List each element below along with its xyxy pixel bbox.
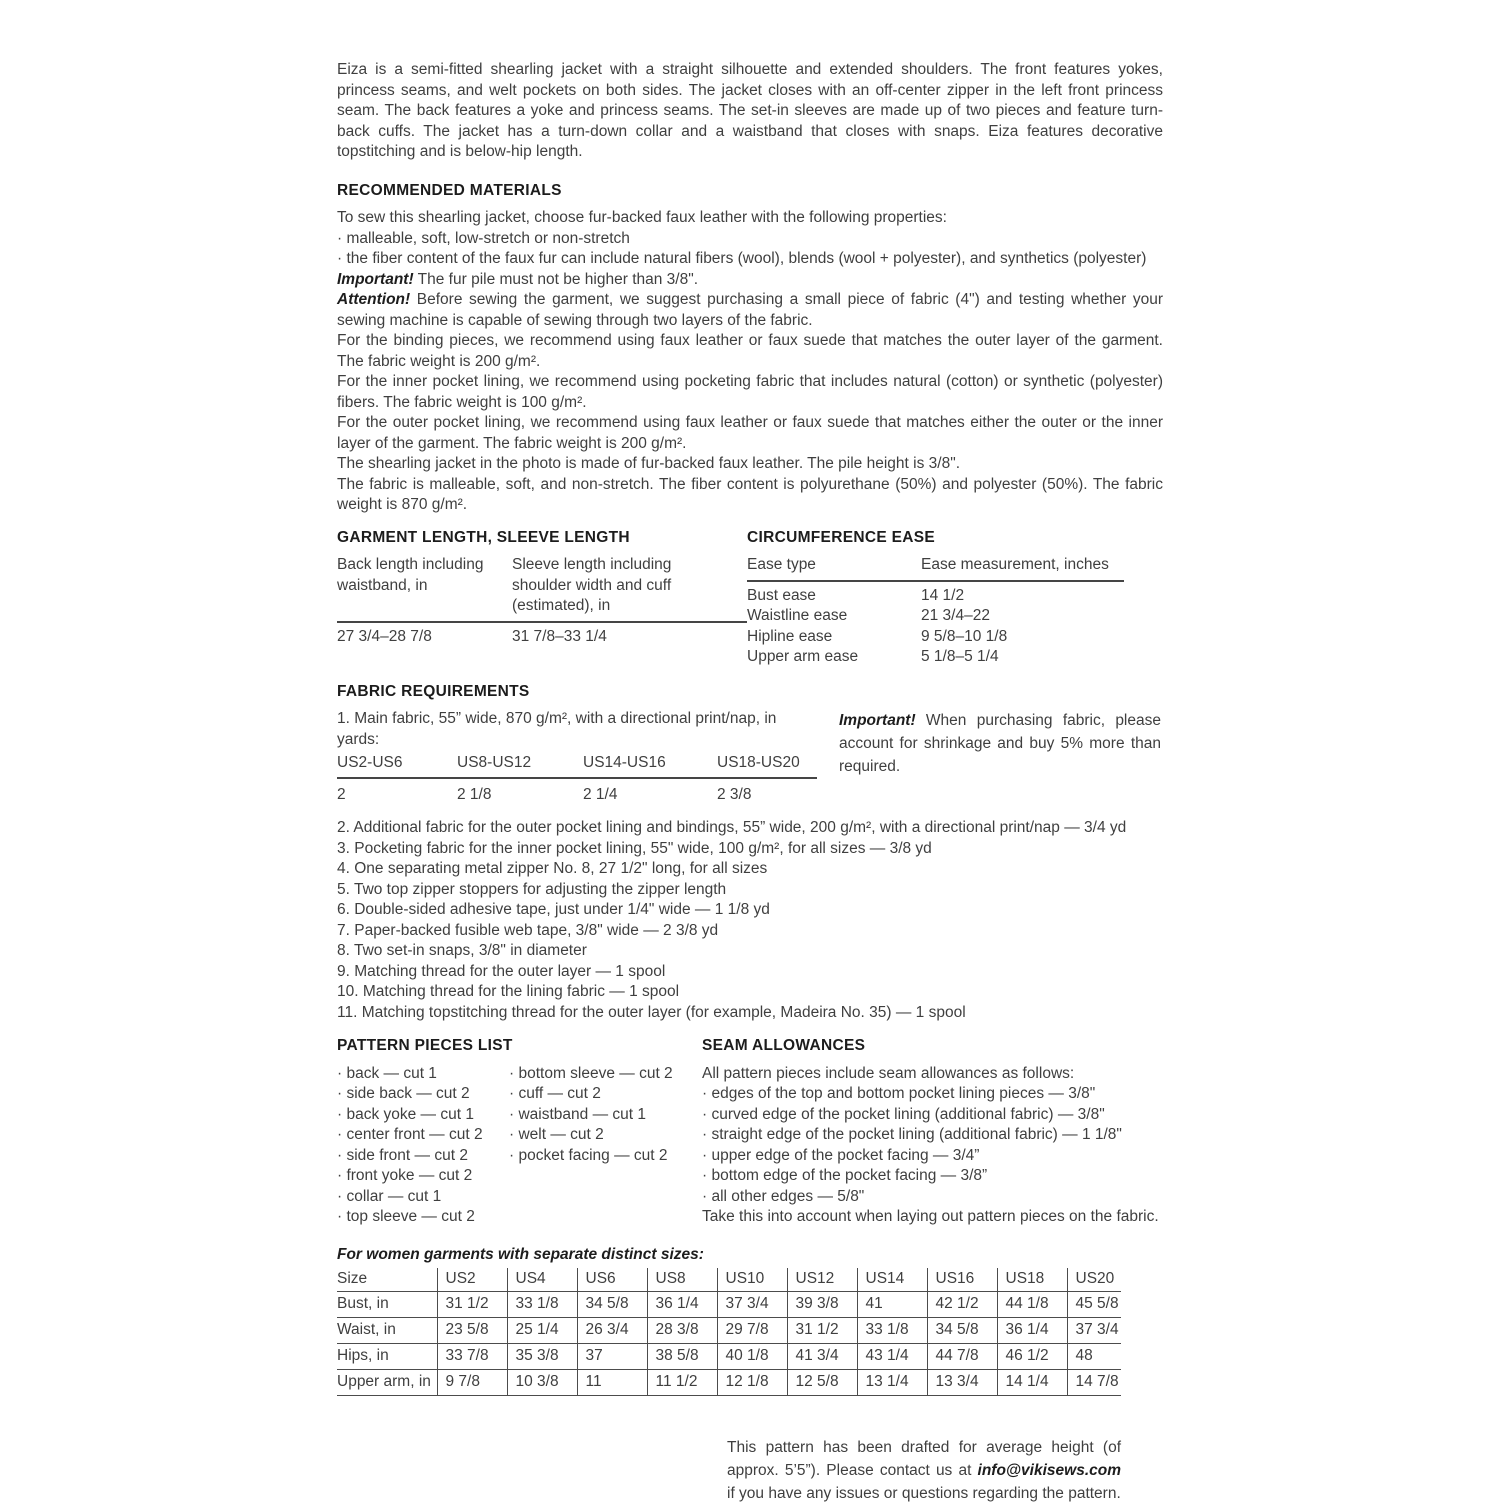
fabric-items-list <box>337 818 1163 1023</box>
size-header-cell: US2 <box>437 1268 507 1291</box>
fabric-size-range-header: US2-US6 <box>337 754 403 771</box>
size-value-cell: 41 <box>857 1291 927 1317</box>
size-value-cell: 34 5/8 <box>577 1291 647 1317</box>
pattern-pieces-columns <box>337 1064 702 1228</box>
size-value-cell: 14 1/4 <box>997 1369 1067 1395</box>
fabric-size-range-header: US14-US16 <box>583 754 666 771</box>
size-value-cell: 39 3/8 <box>787 1291 857 1317</box>
fabric-item: 4. One separating metal zipper No. 8, 27 1/2" long, for all sizes <box>337 860 768 877</box>
fabric-item: 9. Matching thread for the outer layer — 1 spool <box>337 962 666 980</box>
materials-paragraph: For the inner pocket lining, we recommend using pocketing fabric that includes natural (cotton) or synthetic (polyester) fibers. The fabric weight is 100 g/m². <box>337 373 1163 411</box>
size-value-cell: 45 5/8 <box>1067 1291 1121 1317</box>
ease-row-value: 21 3/4–22 <box>921 607 990 624</box>
seam-item: · edges of the top and bottom pocket lining pieces — 3/8" <box>702 1085 1096 1102</box>
size-value-cell: 37 <box>577 1343 647 1369</box>
pattern-pieces-col1 <box>337 1064 509 1228</box>
size-header-cell: US12 <box>787 1268 857 1291</box>
size-table-row <box>337 1317 1121 1343</box>
pattern-piece-item: · center front — cut 2 <box>337 1126 483 1143</box>
size-value-cell: 34 5/8 <box>927 1317 997 1343</box>
seam-outro: Take this into account when laying out pattern pieces on the fabric. <box>702 1208 1159 1225</box>
garment-length-table <box>337 528 747 668</box>
sizes-note: For women garments with separate distinct sizes: <box>337 1245 704 1263</box>
ease-heading: CIRCUMFERENCE EASE <box>747 528 935 546</box>
garment-length-value-row <box>337 623 747 648</box>
size-value-cell: 12 5/8 <box>787 1369 857 1395</box>
fabric-item: 10. Matching thread for the lining fabric — 1 spool <box>337 983 680 1000</box>
attention-label: Attention! <box>337 291 411 308</box>
column-header: Ease type <box>747 556 816 573</box>
pattern-piece-item: · cuff — cut 2 <box>509 1085 601 1102</box>
size-row-label: Bust, in <box>337 1291 437 1317</box>
intro-paragraph: Eiza is a semi-fitted shearling jacket with a straight silhouette and extended shoulders. The front features yokes, princess seams, and welt pockets on both sides. The jacket closes with an off-center zipper in the left front princess seam. The back features a yoke and princess seams. The set-in sleeves are made up of two pieces and feature turn-back cuffs. The jacket has a turn-down collar and a waistband that closes with snaps. Eiza features decorative topstitching and is below-hip length. <box>337 61 1163 160</box>
important-label: Important! <box>839 712 916 729</box>
fabric-table-header-row <box>337 753 817 779</box>
size-value-cell: 33 1/8 <box>857 1317 927 1343</box>
size-value-cell: 28 3/8 <box>647 1317 717 1343</box>
fabric-item: 8. Two set-in snaps, 3/8" in diameter <box>337 942 587 959</box>
materials-bullet-item: · malleable, soft, low-stretch or non-stretch <box>337 229 630 247</box>
size-value-cell: 38 5/8 <box>647 1343 717 1369</box>
attention-note-line <box>337 290 1163 331</box>
size-value-cell: 35 3/8 <box>507 1343 577 1369</box>
size-header-cell: US4 <box>507 1268 577 1291</box>
fabric-item-1: 1. Main fabric, 55” wide, 870 g/m², with a directional print/nap, in yards: <box>337 710 777 748</box>
value-cell: 27 3/4–28 7/8 <box>337 627 432 645</box>
size-value-cell: 11 1/2 <box>647 1369 717 1395</box>
pattern-piece-item: · collar — cut 1 <box>337 1187 442 1205</box>
seam-intro: All pattern pieces include seam allowances as follows: <box>702 1064 1075 1082</box>
circumference-ease-table <box>747 528 1124 668</box>
pattern-piece-item: · welt — cut 2 <box>509 1126 604 1143</box>
materials-paragraph: For the outer pocket lining, we recommend using faux leather or faux suede that matches either the outer or the inner layer of the garment. The fabric weight is 200 g/m². <box>337 414 1163 452</box>
ease-row-label: Upper arm ease <box>747 648 859 665</box>
fabric-size-range-header: US8-US12 <box>457 754 532 771</box>
size-table-header-row <box>337 1268 1121 1291</box>
size-value-cell: 41 3/4 <box>787 1343 857 1369</box>
size-header-cell: US20 <box>1067 1268 1121 1291</box>
fabric-item: 6. Double-sided adhesive tape, just under 1/4" wide — 1 1/8 yd <box>337 901 770 918</box>
size-table-row <box>337 1291 1121 1317</box>
size-value-cell: 46 1/2 <box>997 1343 1067 1369</box>
fabric-heading: FABRIC REQUIREMENTS <box>337 682 530 700</box>
materials-paragraph: The fabric is malleable, soft, and non-stretch. The fiber content is polyurethane (50%) and polyester (50%). The fabric weight is 870 g/m². <box>337 475 1163 513</box>
seam-allowances-heading: SEAM ALLOWANCES <box>702 1037 866 1054</box>
materials-intro-line: To sew this shearling jacket, choose fur-backed faux leather with the following properties: <box>337 209 947 226</box>
fabric-yardage-value: 2 1/4 <box>583 785 618 803</box>
fabric-yardage-value: 2 1/8 <box>457 785 492 803</box>
size-value-cell: 43 1/4 <box>857 1343 927 1369</box>
size-value-cell: 23 5/8 <box>437 1317 507 1343</box>
fabric-item: 2. Additional fabric for the outer pocket lining and bindings, 55” wide, 200 g/m², with a directional print/nap — 3/4 yd <box>337 819 1127 836</box>
pattern-piece-item: · back — cut 1 <box>337 1064 437 1082</box>
size-value-cell: 25 1/4 <box>507 1317 577 1343</box>
materials-heading: RECOMMENDED MATERIALS <box>337 181 562 199</box>
size-header-cell: US14 <box>857 1268 927 1291</box>
size-value-cell: 48 <box>1067 1343 1121 1369</box>
garment-length-header-row <box>337 555 747 623</box>
size-value-cell: 14 7/8 <box>1067 1369 1121 1395</box>
size-header-cell: US10 <box>717 1268 787 1291</box>
seam-item: · upper edge of the pocket facing — 3/4” <box>702 1146 980 1164</box>
important-text: When purchasing fabric, please account for shrinkage and buy 5% more than required. <box>839 712 1161 775</box>
materials-paragraph: For the binding pieces, we recommend using faux leather or faux suede that matches the outer layer of the garment. The fabric weight is 200 g/m². <box>337 332 1163 370</box>
ease-row-value: 14 1/2 <box>921 586 965 604</box>
fabric-item: 7. Paper-backed fusible web tape, 3/8" wide — 2 3/8 yd <box>337 921 719 939</box>
attention-text: Before sewing the garment, we suggest purchasing a small piece of fabric (4") and testing whether your sewing machine is capable of sewing through two layers of the fabric. <box>337 291 1163 329</box>
length-and-ease-row <box>337 528 1163 668</box>
ease-row-value: 5 1/8–5 1/4 <box>921 648 999 665</box>
size-value-cell: 33 7/8 <box>437 1343 507 1369</box>
value-cell: 31 7/8–33 1/4 <box>512 627 607 645</box>
important-note <box>839 709 1161 805</box>
seam-item: · bottom edge of the pocket facing — 3/8” <box>702 1167 988 1184</box>
size-value-cell: 9 7/8 <box>437 1369 507 1395</box>
pattern-piece-item: · back yoke — cut 1 <box>337 1105 474 1123</box>
ease-row-label: Hipline ease <box>747 627 833 645</box>
size-header-cell: US8 <box>647 1268 717 1291</box>
pattern-piece-item: · side back — cut 2 <box>337 1085 470 1102</box>
column-header: Ease measurement, inches <box>921 556 1109 573</box>
size-value-cell: 11 <box>577 1369 647 1395</box>
garment-length-heading: GARMENT LENGTH, SLEEVE LENGTH <box>337 528 630 546</box>
fabric-row <box>337 709 1163 805</box>
fabric-table-value-row <box>337 779 817 806</box>
size-value-cell: 33 1/8 <box>507 1291 577 1317</box>
size-value-cell: 10 3/8 <box>507 1369 577 1395</box>
column-header: Sleeve length including shoulder width and cuff (estimated), in <box>512 556 672 614</box>
size-value-cell: 44 1/8 <box>997 1291 1067 1317</box>
important-label: Important! <box>337 270 414 288</box>
pattern-pieces-heading: PATTERN PIECES LIST <box>337 1037 513 1054</box>
size-row-label: Hips, in <box>337 1343 437 1369</box>
size-header-cell: US6 <box>577 1268 647 1291</box>
size-table <box>337 1268 1121 1396</box>
pattern-piece-item: · bottom sleeve — cut 2 <box>509 1064 673 1082</box>
size-value-cell: 31 1/2 <box>437 1291 507 1317</box>
size-table-row <box>337 1369 1121 1395</box>
size-value-cell: 13 3/4 <box>927 1369 997 1395</box>
size-header-cell: US16 <box>927 1268 997 1291</box>
column-header: Back length including waistband, in <box>337 556 484 594</box>
size-value-cell: 12 1/8 <box>717 1369 787 1395</box>
size-value-cell: 36 1/4 <box>647 1291 717 1317</box>
size-value-cell: 26 3/4 <box>577 1317 647 1343</box>
size-header-cell: Size <box>337 1268 437 1291</box>
footer-text-before: This pattern has been drafted for average height (of approx. 5’5”). Please contact us at <box>727 1438 1121 1479</box>
size-value-cell: 31 1/2 <box>787 1317 857 1343</box>
footer-note <box>727 1436 1121 1505</box>
size-value-cell: 40 1/8 <box>717 1343 787 1369</box>
important-note-line <box>337 270 1163 291</box>
materials-bullet-item: · the fiber content of the faux fur can include natural fibers (wool), blends (wool + polyester), and synthetics (polyester) <box>337 250 1147 267</box>
seam-allowances-section <box>702 1036 1161 1228</box>
content-column <box>337 60 1163 1505</box>
pattern-piece-item: · front yoke — cut 2 <box>337 1167 473 1184</box>
pattern-piece-item: · side front — cut 2 <box>337 1146 468 1164</box>
important-text: The fur pile must not be higher than 3/8". <box>413 270 699 288</box>
footer-text-after: if you have any issues or questions regarding the pattern. <box>727 1484 1121 1502</box>
seam-item: · all other edges — 5/8" <box>702 1187 865 1205</box>
size-header-cell: US18 <box>997 1268 1067 1291</box>
pieces-and-seams-row <box>337 1036 1163 1228</box>
fabric-yardage-value: 2 <box>337 785 346 803</box>
pattern-pieces-section <box>337 1036 702 1228</box>
size-value-cell: 36 1/4 <box>997 1317 1067 1343</box>
size-value-cell: 29 7/8 <box>717 1317 787 1343</box>
fabric-size-range-header: US18-US20 <box>717 754 800 771</box>
fabric-requirements-section <box>337 682 1163 1024</box>
fabric-item: 3. Pocketing fabric for the inner pocket lining, 55" wide, 100 g/m², for all sizes — 3/8 yd <box>337 839 932 857</box>
ease-row-value: 9 5/8–10 1/8 <box>921 627 1008 645</box>
size-row-label: Waist, in <box>337 1317 437 1343</box>
size-value-cell: 37 3/4 <box>717 1291 787 1317</box>
ease-row-label: Bust ease <box>747 586 816 604</box>
size-value-cell: 37 3/4 <box>1067 1317 1121 1343</box>
materials-paragraph: The shearling jacket in the photo is made of fur-backed faux leather. The pile height is 3/8". <box>337 455 961 472</box>
pattern-piece-item: · pocket facing — cut 2 <box>509 1146 668 1164</box>
ease-header-row <box>747 555 1124 582</box>
fabric-yardage-value: 2 3/8 <box>717 785 752 803</box>
pattern-pieces-col2 <box>509 1064 702 1228</box>
footer-email: info@vikisews.com <box>977 1461 1121 1479</box>
size-value-cell: 13 1/4 <box>857 1369 927 1395</box>
materials-section <box>337 181 1163 516</box>
pattern-piece-item: · top sleeve — cut 2 <box>337 1208 475 1225</box>
seam-item: · straight edge of the pocket lining (additional fabric) — 1 1/8" <box>702 1126 1122 1143</box>
fabric-main-item <box>337 709 817 805</box>
size-table-row <box>337 1343 1121 1369</box>
size-value-cell: 44 7/8 <box>927 1343 997 1369</box>
ease-row-label: Waistline ease <box>747 607 848 624</box>
seam-item: · curved edge of the pocket lining (additional fabric) — 3/8" <box>702 1105 1105 1123</box>
fabric-item: 5. Two top zipper stoppers for adjusting the zipper length <box>337 880 727 898</box>
pattern-piece-item: · waistband — cut 1 <box>509 1105 646 1123</box>
size-row-label: Upper arm, in <box>337 1369 437 1395</box>
fabric-item: 11. Matching topstitching thread for the outer layer (for example, Madeira No. 35) — 1 spool <box>337 1003 966 1021</box>
ease-rows <box>747 582 1124 668</box>
size-value-cell: 42 1/2 <box>927 1291 997 1317</box>
